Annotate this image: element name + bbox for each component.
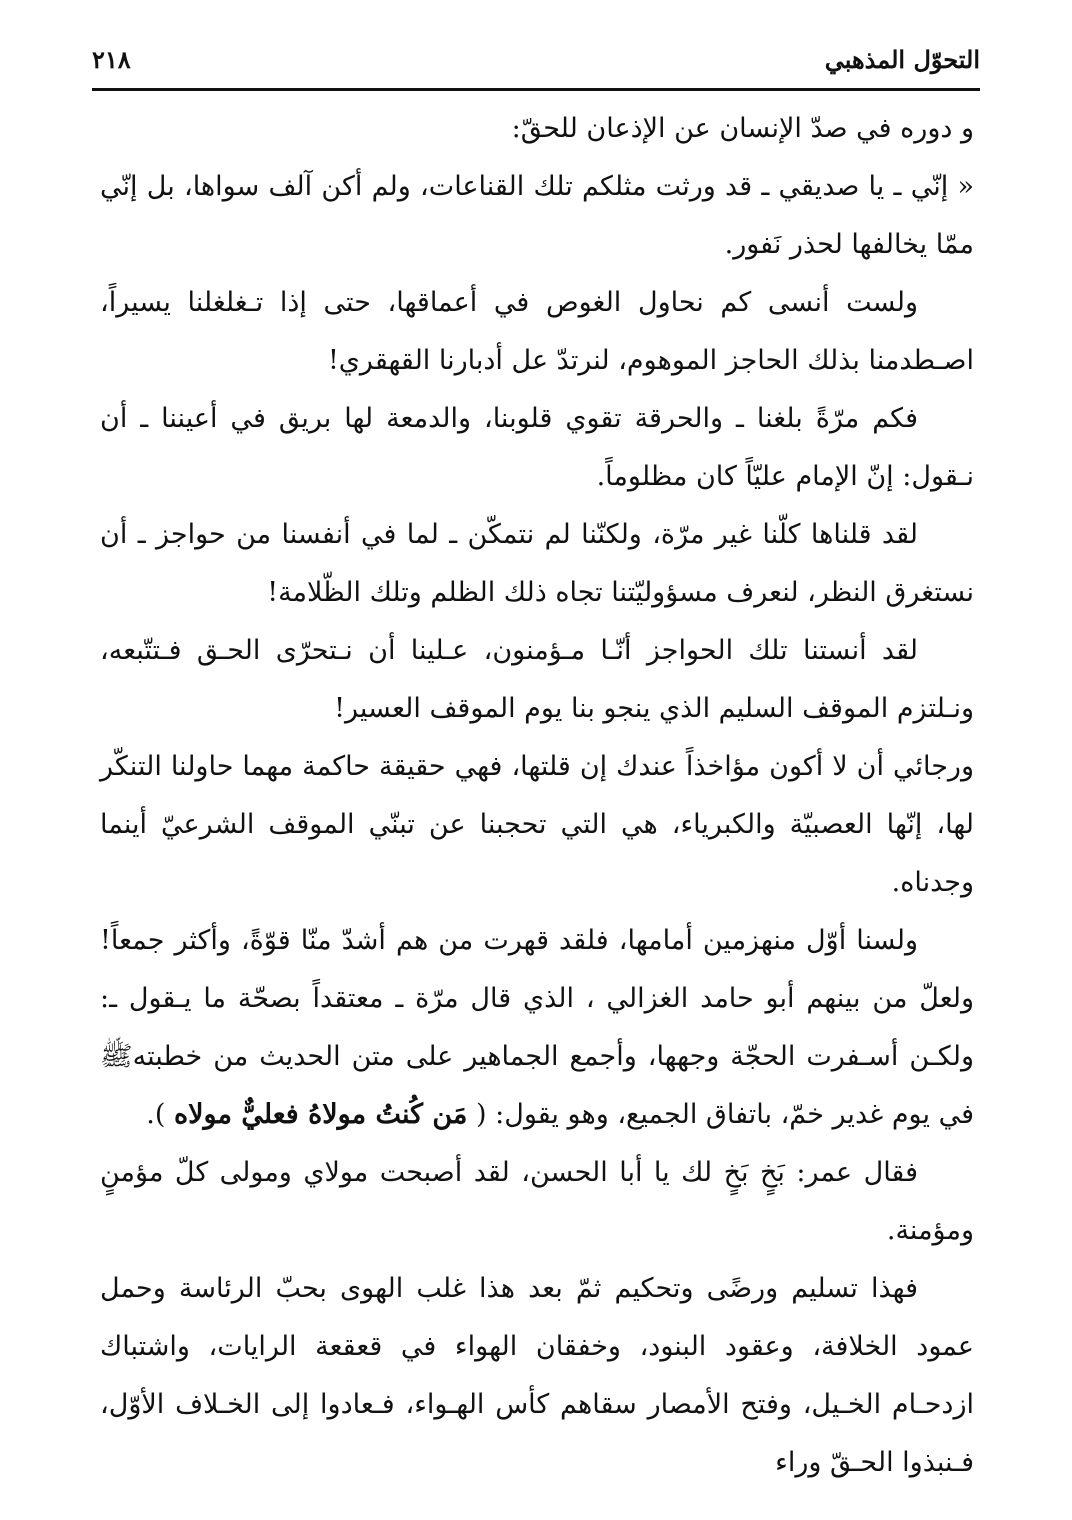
paragraph: لقد قلناها كلّنا غير مرّة، ولكنّنا لم نتمكّن ـ لما في أنفسنا من حواجز ـ أن نستغرق النظر، لنعرف مسؤوليّتنا تجاه ذلك الظلم وتلك الظّلامة! [100,519,974,608]
paragraph: « إنّي ـ يا صديقي ـ قد ورثت مثلكم تلك القناعات، ولم أكن آلف سواها، بل إنّي ممّا يخالفها لحذر نَفور. [100,171,974,260]
body-text [100,100,974,1492]
paragraph: و دوره في صدّ الإنسان عن الإذعان للحقّ: [511,113,974,144]
hadith-quote: مَن كُنتُ مولاهُ فعليٌّ مولاه [173,1099,468,1130]
paragraph-text: ولسنا أوّل منهزمين أمامها، فلقد قهرت من هم أشدّ منّا قوّةً، وأكثر جمعاً! ولعلّ من بينهم أبو حامد الغزالي ، الذي قال مرّة ـ معتقداً بصحّة ما يـقول ـ: ولكـن أسـفرت الحجّة وجهها، وأجمع الجماهير على متن الحديث من خطبتهﷺ في يوم غدير خمّ، باتفاق الجميع، وهو يقول: ( [100,925,974,1130]
page-header [92,36,980,82]
quote-close: ). [146,1099,174,1130]
paragraph: لقد أنستنا تلك الحواجز أنّـا مـؤمنون، عـلينا أن نـتحرّى الحـق فـتتّبعه، ونـلتزم الموقف السليم الذي ينجو بنا يوم الموقف العسير! [100,635,974,724]
paragraph [100,912,974,1144]
paragraph: ورجائي أن لا أكون مؤاخذاً عندك إن قلتها، فهي حقيقة حاكمة مهما حاولنا التنكّر لها، إنّها العصبيّة والكبرياء، هي التي تحجبنا عن تبنّي الموقف الشرعيّ أينما وجدناه. [100,751,974,898]
paragraph: فهذا تسليم ورضًى وتحكيم ثمّ بعد هذا غلب الهوى بحبّ الرئاسة وحمل عمود الخلافة، وعقود البنود، وخفقان الهواء في قعقعة الرايات، واشتباك ازدحـام الخـيل، وفتح الأمصار سقاهم كأس الهـواء، فـعادوا إلى الخـلاف الأوّل، فـنبذوا الحـقّ وراء [100,1273,974,1478]
paragraph: فقال عمر: بَخٍ بَخٍ لك يا أبا الحسن، لقد أصبحت مولاي ومولى كلّ مؤمنٍ ومؤمنة. [100,1157,974,1246]
chapter-title: التحوّل المذهبي [824,44,980,74]
page-number: ٢١٨ [92,44,131,74]
paragraph: فكم مرّةً بلغنا ـ والحرقة تقوي قلوبنا، والدمعة لها بريق في أعيننا ـ أن نـقول: إنّ الإمام عليّاً كان مظلوماً. [100,403,974,492]
header-rule [92,88,980,91]
paragraph: ولست أنسى كم نحاول الغوص في أعماقها، حتى إذا تـغلغلنا يسيراً، اصـطدمنا بذلك الحاجز الموهوم، لنرتدّ عل أدبارنا القهقري! [100,287,974,376]
